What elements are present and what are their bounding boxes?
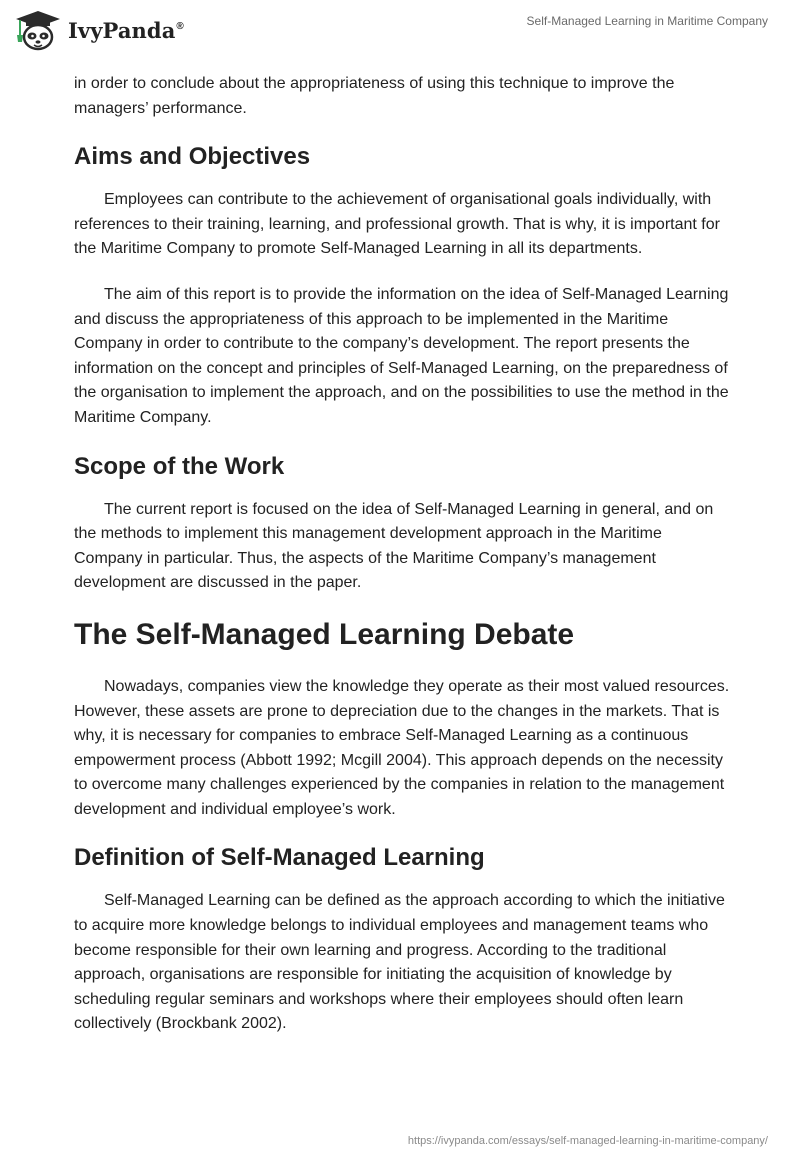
document-title: Self-Managed Learning in Maritime Company <box>526 14 768 28</box>
panda-graduate-icon <box>14 9 62 51</box>
page-header <box>0 0 800 70</box>
intro-continuation-paragraph: in order to conclude about the appropriateness of using this technique to improve the managers’ performance. <box>74 75 675 117</box>
source-url[interactable]: https://ivypanda.com/essays/self-managed-learning-in-maritime-company/ <box>407 1135 768 1147</box>
debate-heading: The Self-Managed Learning Debate <box>74 617 575 651</box>
definition-paragraph-1: Self-Managed Learning can be defined as the approach according to which the initiative to acquire more knowledge belongs to individual employees and management teams who become responsible for their own learning and progress. According to the traditional approach, organisations are responsible for initiating the acquisition of knowledge by scheduling regular seminars and workshops where their employees should often learn collectively (Brockbank 2002). <box>74 892 725 1033</box>
definition-heading: Definition of Self-Managed Learning <box>74 844 485 872</box>
ivypanda-logo[interactable] <box>14 9 184 51</box>
essay-content <box>74 72 734 1058</box>
scope-heading: Scope of the Work <box>74 452 285 480</box>
brand-name: IvyPanda® <box>68 17 184 43</box>
aims-heading: Aims and Objectives <box>74 143 311 171</box>
debate-paragraph-1: Nowadays, companies view the knowledge they operate as their most valued resources. However, these assets are prone to depreciation due to the changes in the markets. That is why, it is necessary for companies to embrace Self-Managed Learning as a continuous empowerment process (Abbott 1992; Mcgill 2004). This approach depends on the necessity to overcome many challenges experienced by the companies in relation to the management development and individual employee’s work. <box>74 677 730 818</box>
aims-paragraph-2: The aim of this report is to provide the information on the idea of Self-Managed Learning and discuss the appropriateness of this approach to be implemented in the Maritime Company in order to contribute to the company’s development. The report presents the information on the concept and principles of Self-Managed Learning, on the preparedness of the organisation to implement the approach, and on the possibilities to use the method in the Maritime Company. <box>74 285 729 426</box>
scope-paragraph-1: The current report is focused on the idea of Self-Managed Learning in general, and on the methods to implement this management development approach in the Maritime Company in particular. Thus, the aspects of the Maritime Company’s management development are discussed in the paper. <box>74 500 714 592</box>
aims-paragraph-1: Employees can contribute to the achievement of organisational goals individually, with references to their training, learning, and professional growth. That is why, it is important for the Maritime Company to promote Self-Managed Learning in all its departments. <box>74 191 720 258</box>
